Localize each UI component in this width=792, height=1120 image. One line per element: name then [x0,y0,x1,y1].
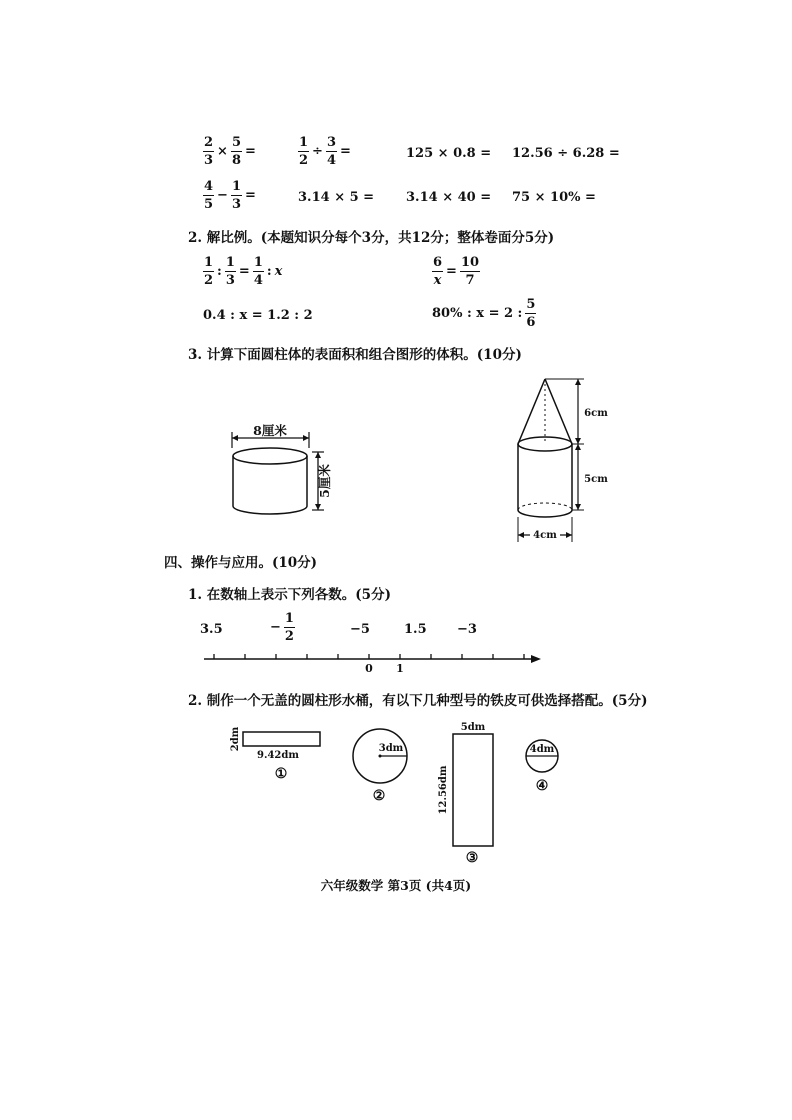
numerator: 1 [225,255,235,270]
cone-cylinder-figure [510,372,610,547]
shape3-rectangle [430,720,510,868]
calc-expr-6: 3.14 × 5 = [298,190,375,205]
combo-diameter-label: 4cm [533,530,557,541]
part4-title: 四、操作与应用。(10分) [164,555,318,571]
page-footer: 六年级数学 第3页 (共4页) [320,878,472,893]
part4-q1-title: 1. 在数轴上表示下列各数。(5分) [188,587,391,603]
shape4-number-label: ④ [535,778,549,794]
calc-expr-3: 125 × 0.8 = [406,146,492,161]
numerator: 1 [231,179,241,194]
proportion-text: 80% : x = 2 : [432,306,523,321]
calc-expr-4: 12.56 ÷ 6.28 = [512,146,620,161]
shape1-number-label: ① [274,766,288,782]
denominator: 2 [284,629,294,644]
denominator: 2 [204,273,214,288]
fraction [432,256,443,287]
fraction [225,256,236,287]
numerator: 1 [204,255,214,270]
axis-label-one: 1 [396,662,404,675]
cone-height-label: 6cm [584,408,608,419]
fraction [525,298,536,329]
fraction [203,256,214,287]
denominator: 3 [204,153,214,168]
number-neg-3: −3 [457,622,477,637]
operator: × [217,144,228,159]
calc-expr-2 [298,136,351,167]
shape1-rectangle [226,726,326,784]
calc-expr-7: 3.14 × 40 = [406,190,492,205]
denominator: 3 [231,197,241,212]
fraction [231,180,242,211]
denominator: 4 [253,273,263,288]
equals-sign: = [245,144,256,159]
denominator: 4 [326,153,336,168]
calc-expr-5 [203,180,256,211]
shape4-diameter-label: 4dm [529,744,555,755]
number-neg-half [270,612,295,643]
denominator: 2 [299,153,309,168]
equals-sign: = [340,144,351,159]
numerator: 1 [284,611,294,626]
numerator: 3 [326,135,336,150]
equals-sign: = [446,264,457,279]
shape1-length-label: 9.42dm [257,750,299,761]
shape2-radius-label: 3dm [378,743,404,754]
section3-title: 3. 计算下面圆柱体的表面积和组合图形的体积。(10分) [188,347,522,363]
shape4-circle [520,734,568,794]
shape1-height-label: 2dm [230,726,241,752]
number-3-5: 3.5 [200,622,223,637]
denominator: 3 [225,273,235,288]
shape2-circle [346,726,416,806]
denominator: 7 [465,273,475,288]
denominator: 8 [231,153,241,168]
denominator: 6 [526,315,536,330]
combo-cylinder-height-label: 5cm [584,474,608,485]
axis-label-zero: 0 [365,662,373,675]
number-line [198,648,548,676]
variable-x: x [274,264,283,279]
numerator: 4 [204,179,214,194]
numerator: 5 [231,135,241,150]
numerator: 6 [433,255,443,270]
number-neg-5: −5 [350,622,370,637]
fraction [298,136,309,167]
numerator: 2 [204,135,214,150]
numerator: 1 [253,255,263,270]
part4-q2-title: 2. 制作一个无盖的圆柱形水桶，有以下几种型号的铁皮可供选择搭配。(5分) [188,693,648,709]
shape3-width-label: 5dm [460,722,486,733]
proportion-3: 0.4 : x = 1.2 : 2 [203,308,313,323]
fraction [253,256,264,287]
numerator: 5 [526,297,536,312]
equals-sign: = [238,264,250,279]
ratio-colon: : [266,264,272,279]
fraction [460,256,480,287]
numerator: 10 [460,255,480,270]
section2-title: 2. 解比例。(本题知识分每个3分，共12分；整体卷面分5分) [188,230,555,246]
shape3-height-label: 12.56dm [438,765,449,815]
cylinder-figure [218,418,348,520]
operator: ÷ [312,144,323,159]
fraction [284,612,295,643]
shape3-number-label: ③ [465,850,479,866]
denominator: 5 [204,197,214,212]
denominator: x [433,273,442,288]
fraction [203,180,214,211]
proportion-1 [203,256,282,287]
cylinder-height-label: 5厘米 [317,464,332,498]
operator: − [217,188,228,203]
cylinder-width-label: 8厘米 [253,423,287,438]
number-1-5: 1.5 [404,622,427,637]
numerator: 1 [299,135,309,150]
shape2-number-label: ② [372,788,386,804]
calc-expr-8: 75 × 10% = [512,190,596,205]
proportion-2 [432,256,480,287]
minus-sign: − [270,620,281,635]
equals-sign: = [245,188,256,203]
fraction [231,136,242,167]
proportion-4 [432,298,536,329]
fraction [326,136,337,167]
ratio-colon: : [217,264,222,279]
fraction [203,136,214,167]
calc-expr-1 [203,136,256,167]
